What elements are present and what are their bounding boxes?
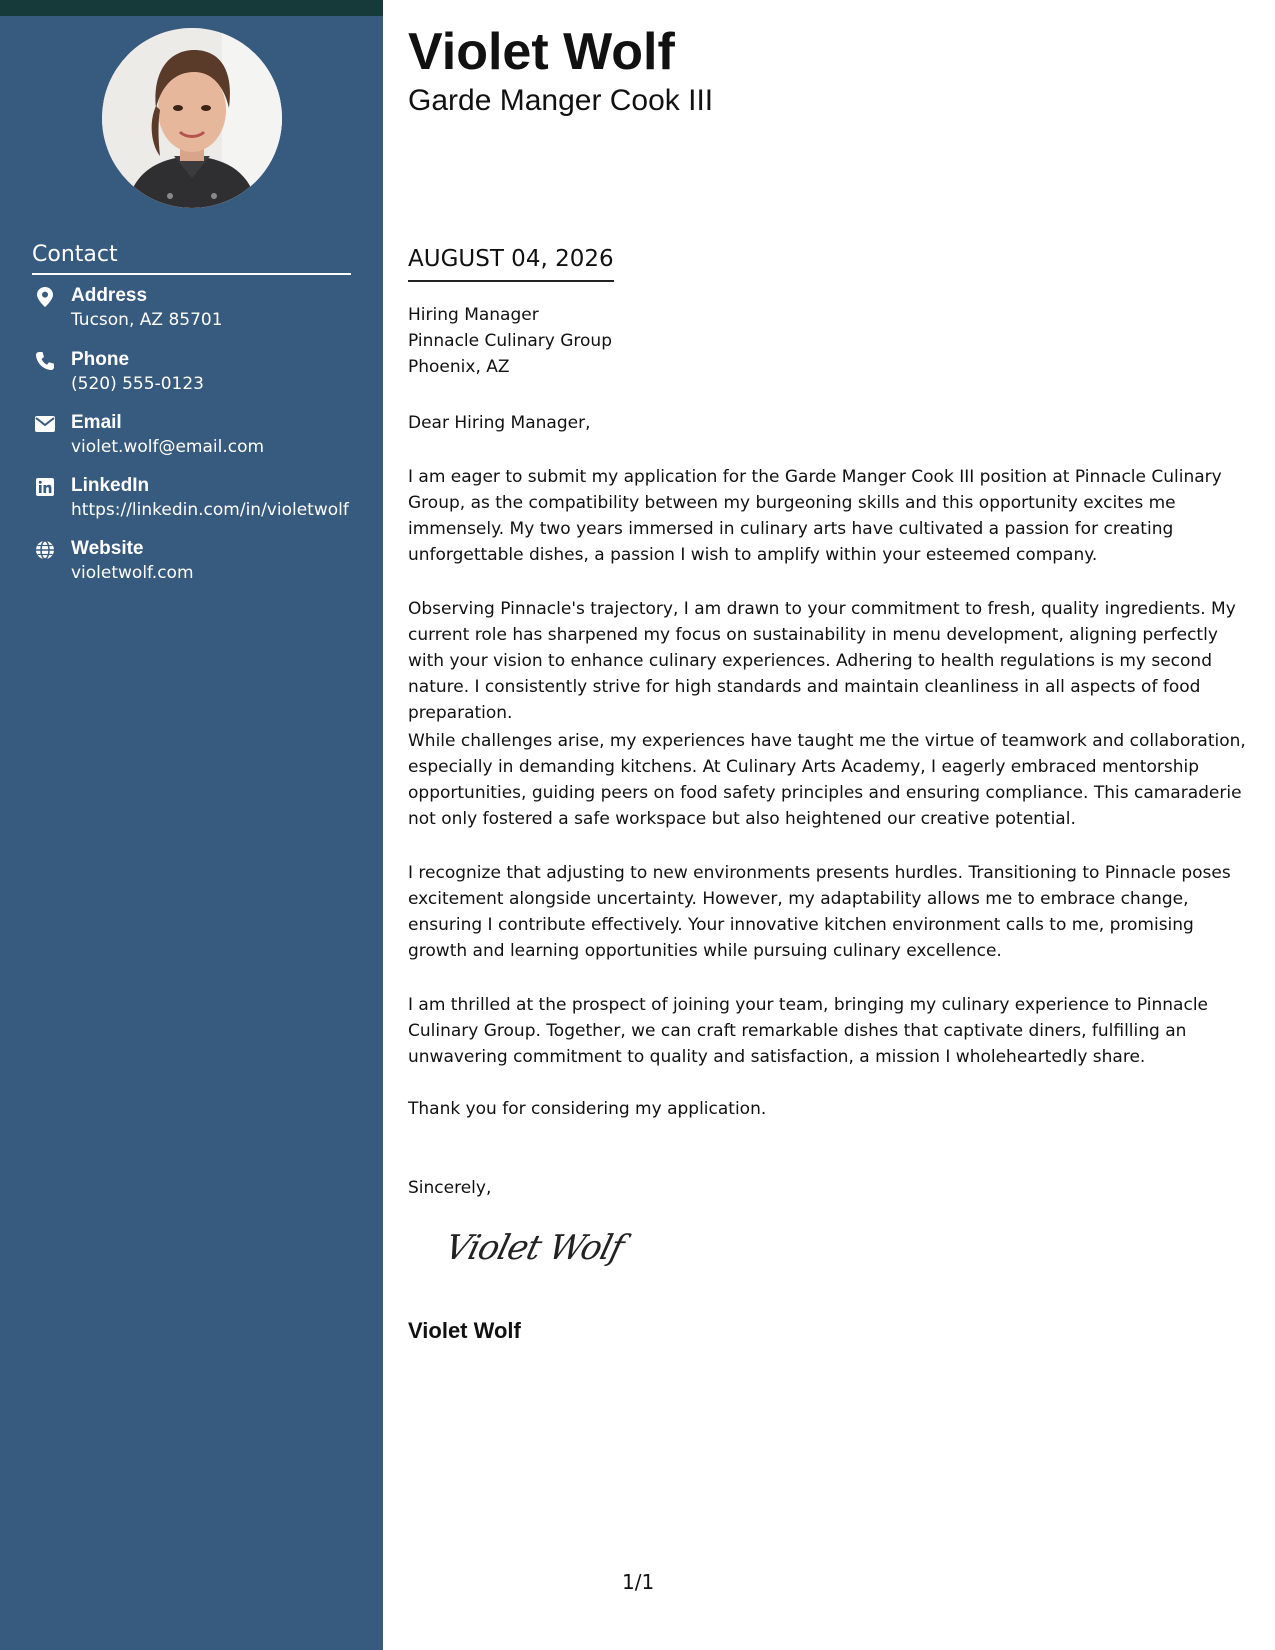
recipient-line: Phoenix, AZ [408,357,510,377]
letter-paragraph: While challenges arise, my experiences have taught me the virtue of teamwork and collaboration, especially in demanding kitchens. At Culinary Arts Academy, I eagerly embraced mentorship opportunities, guiding peers on food safety principles and ensuring compliance. This camaraderie not only fostered a safe workspace but also heightened our creative potential. [408,731,1246,829]
contact-section-title: Contact [32,241,351,275]
letter-paragraph: I recognize that adjusting to new environments presents hurdles. Transitioning to Pinnacle poses excitement alongside uncertainty. However, my adaptability allows me to embrace change, ensuring I contribute effectively. Your innovative kitchen environment calls to me, promising growth and learning opportunities while pursuing culinary excellence. [408,863,1231,961]
recipient-block [408,302,1238,380]
contact-label: Website [71,538,144,559]
recipient-line: Pinnacle Culinary Group [408,331,612,351]
letter-paragraph: I am thrilled at the prospect of joining your team, bringing my culinary experience to Pinnacle Culinary Group. Together, we can craft remarkable dishes that captivate diners, fulfilling an unwavering commitment to quality and satisfaction, a mission I wholeheartedly share. [408,995,1209,1067]
contact-label: Email [71,412,122,433]
contact-label: Phone [71,349,130,370]
recipient-line: Hiring Manager [408,305,539,325]
profile-photo [102,28,282,208]
contact-label: LinkedIn [71,475,150,496]
contact-item-email [32,411,372,463]
contact-item-address [32,284,372,336]
letter-paragraph: I am eager to submit my application for the Garde Manger Cook III position at Pinnacle Culinary Group, as the compatibility between my burgeoning skills and this opportunity excites me immensely. My two years immersed in culinary arts have cultivated a passion for creating unforgettable dishes, a passion I wish to amplify within your esteemed company. [408,467,1222,565]
top-accent-bar [0,0,383,16]
salutation: Dear Hiring Manager, [408,413,591,433]
handwritten-signature: Violet Wolf [441,1228,628,1268]
contact-value[interactable]: https://linkedin.com/in/violetwolf [71,500,349,520]
contact-item-phone [32,348,372,400]
closing: Sincerely, [408,1178,492,1198]
contact-label: Address [71,285,148,306]
signer-name: Violet Wolf [408,1318,521,1343]
letter-date: AUGUST 04, 2026 [408,244,614,282]
job-title: Garde Manger Cook III [408,84,714,117]
contact-item-website [32,537,372,589]
contact-value: Tucson, AZ 85701 [71,310,223,330]
envelope-icon [32,413,58,435]
letter-paragraph: Thank you for considering my application. [408,1099,767,1119]
phone-icon [32,350,58,372]
linkedin-icon [32,476,58,498]
letter-paragraph: Observing Pinnacle's trajectory, I am drawn to your commitment to fresh, quality ingredients. My current role has sharpened my focus on sustainability in menu development, aligning perfectly with your vision to enhance culinary experiences. Adhering to health regulations is my second nature. I consistently strive for high standards and maintain cleanliness in all aspects of food preparation. [408,599,1236,723]
contact-value: violet.wolf@email.com [71,437,265,457]
contact-value: (520) 555-0123 [71,374,204,394]
applicant-name: Violet Wolf [408,23,675,81]
map-pin-icon [32,286,58,308]
globe-icon [32,539,58,561]
contact-item-linkedin [32,474,372,526]
page-number: 1/1 [622,1570,655,1594]
contact-value[interactable]: violetwolf.com [71,563,194,583]
